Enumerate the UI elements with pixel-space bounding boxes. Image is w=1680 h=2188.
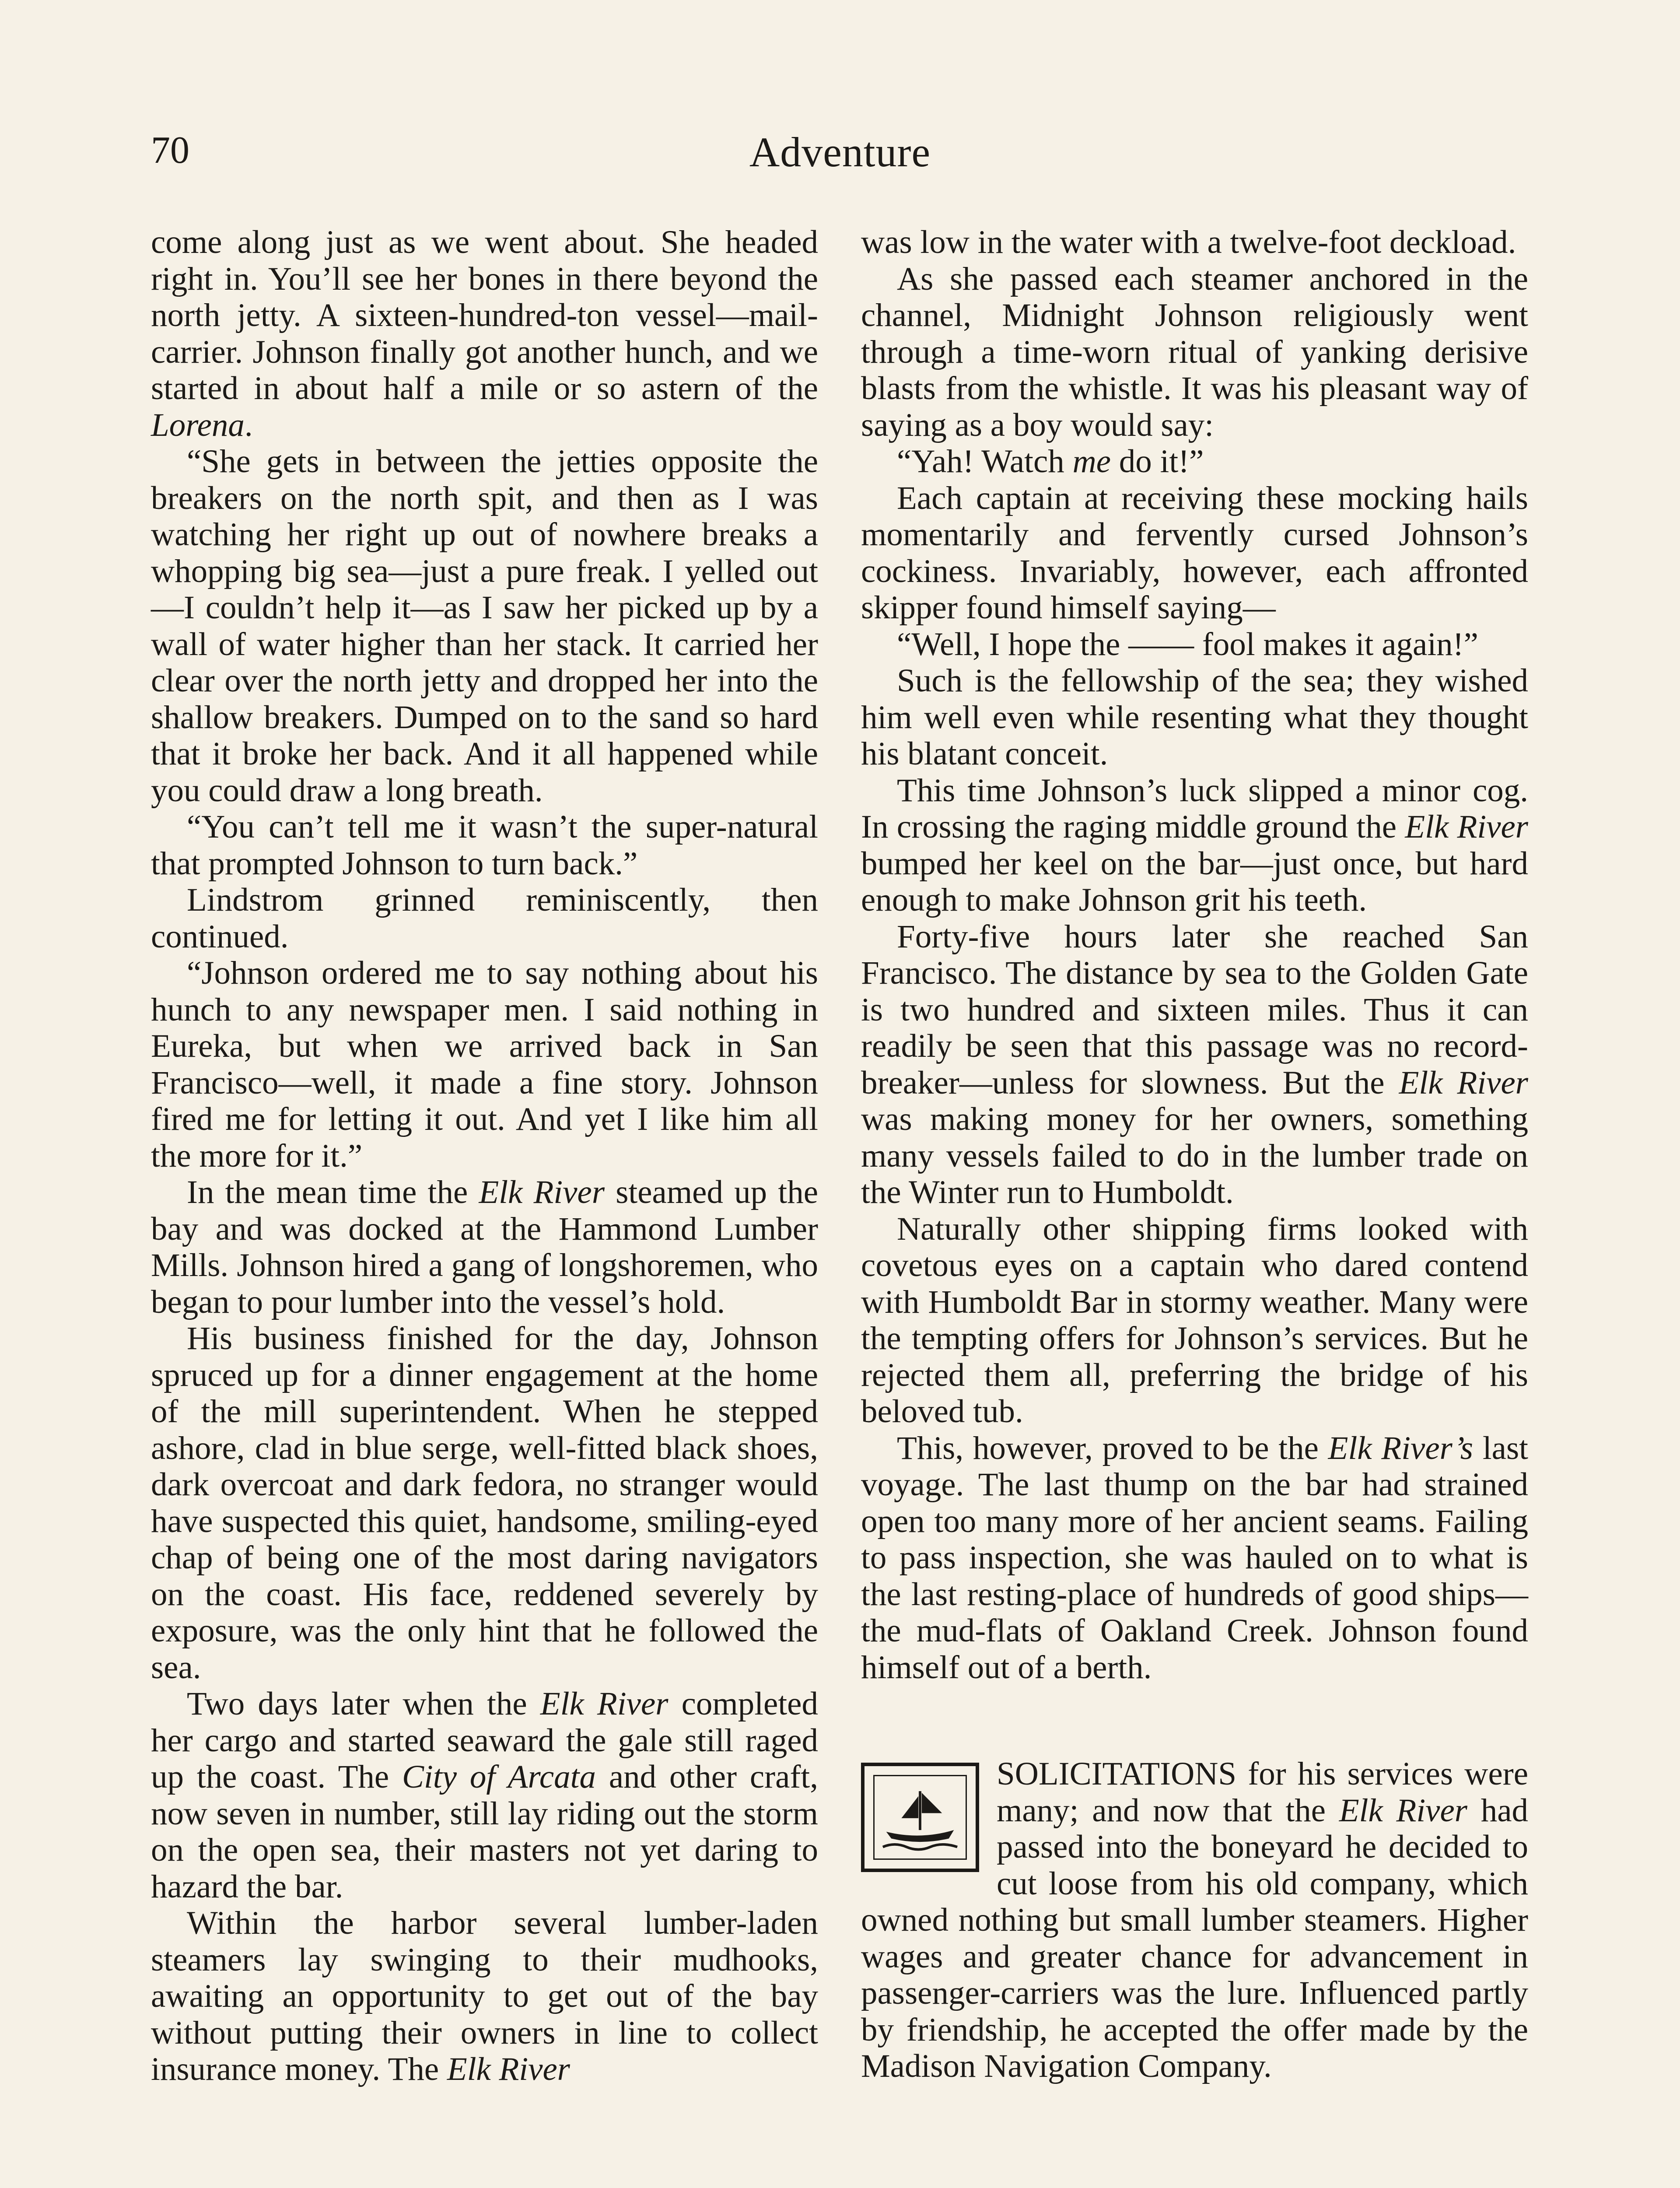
paragraph: Such is the fellowship of the sea; they wished him well even while resenting what they thought his blatant conceit.	[861, 663, 1528, 772]
page-number: 70	[151, 129, 189, 172]
paragraph: “Johnson ordered me to say nothing about his hunch to any newspaper men. I said nothing in Eureka, but when we arrived back in San Francisco—well, it made a fine story. Johnson fired me for letting it out. And yet I like him all the more for it.”	[151, 955, 818, 1174]
left-column	[151, 224, 818, 2088]
section-break-paragraph: SOLICITATIONS for his services were many; and now that the Elk River had passed into the boneyard he decided to cut loose from his old company, which owned nothing but small lumber steamers. Higher wages and greater chance for advancement in passenger-carriers was the lure. Influenced partly by friendship, he accepted the offer made by the Madison Navigation Company.	[861, 1756, 1528, 2084]
ship-vignette-icon	[861, 1763, 979, 1872]
paragraph: Lindstrom grinned reminiscently, then continued.	[151, 882, 818, 955]
paragraph: Naturally other shipping firms looked with covetous eyes on a captain who dared contend with Humboldt Bar in stormy weather. Many were the tempting offers for Johnson’s services. But he rejected them all, preferring the bridge of his beloved tub.	[861, 1210, 1528, 1430]
right-column-paragraphs	[861, 224, 1528, 1686]
right-column	[861, 224, 1528, 2085]
paragraph: Forty-five hours later she reached San Francisco. The distance by sea to the Golden Gate is two hundred and sixteen miles. Thus it can readily be seen that this passage was no record-breaker—unless for slowness. But the Elk River was making money for her owners, something many vessels failed to do in the lumber trade on the Winter run to Humboldt.	[861, 918, 1528, 1210]
paragraph: “You can’t tell me it wasn’t the super-natural that prompted Johnson to turn back.”	[151, 809, 818, 882]
paragraph: come along just as we went about. She headed right in. You’ll see her bones in there beyond the north jetty. A sixteen-hundred-ton vessel—mail-carrier. Johnson finally got another hunch, and we started in about half a mile or so astern of the Lorena.	[151, 224, 818, 443]
paragraph: “Yah! Watch me do it!”	[897, 443, 1204, 480]
paragraph: Each captain at receiving these mocking hails momentarily and fervently cursed Johnson’s cockiness. Invariably, however, each affronted skipper found himself saying—	[861, 480, 1528, 626]
paragraph: His business finished for the day, Johnson spruced up for a dinner engagement at the home of the mill superintendent. When he stepped ashore, clad in blue serge, well-fitted black shoes, dark overcoat and dark fedora, no stranger would have suspected this quiet, handsome, smiling-eyed chap of being one of the most daring navigators on the coast. His face, reddened severely by exposure, was the only hint that he followed the sea.	[151, 1320, 818, 1686]
section-break	[861, 1756, 1528, 2085]
paragraph: was low in the water with a twelve-foot deckload.	[861, 224, 1516, 260]
paragraph: This time Johnson’s luck slipped a minor cog. In crossing the raging middle ground the Elk River bumped her keel on the bar—just once, but hard enough to make Johnson grit his teeth.	[861, 772, 1528, 918]
paragraph: In the mean time the Elk River steamed up the bay and was docked at the Hammond Lumber Mills. Johnson hired a gang of longshoremen, who began to pour lumber into the vessel’s hold.	[151, 1174, 818, 1320]
paragraph: “She gets in between the jetties opposite the breakers on the north spit, and then as I was watching her right up out of nowhere breaks a whopping big sea—just a pure freak. I yelled out—I couldn’t help it—as I saw her picked up by a wall of water higher than her stack. It carried her clear over the north jetty and dropped her into the shallow breakers. Dumped on to the sand so hard that it broke her back. And it all happened while you could draw a long breath.	[151, 443, 818, 809]
paragraph: As she passed each steamer anchored in the channel, Midnight Johnson religiously went through a time-worn ritual of yanking derisive blasts from the whistle. It was his pleasant way of saying as a boy would say:	[861, 260, 1528, 443]
paragraph: Two days later when the Elk River completed her cargo and started seaward the gale still raged up the coast. The City of Arcata and other craft, now seven in number, still lay riding out the storm on the open sea, their masters not yet daring to hazard the bar.	[151, 1686, 818, 1905]
paragraph: Within the harbor several lumber-laden steamers lay swinging to their mudhooks, awaiting an opportunity to get out of the bay without putting their owners in line to collect insurance money. The Elk River	[151, 1905, 818, 2087]
paragraph: This, however, proved to be the Elk River’s last voyage. The last thump on the bar had strained open too many more of her ancient seams. Failing to pass inspection, she was hauled on to what is the last resting-place of hundreds of good ships—the mud-flats of Oakland Creek. Johnson found himself out of a berth.	[861, 1430, 1528, 1686]
paragraph: “Well, I hope the —— fool makes it again!”	[897, 626, 1478, 663]
running-head: Adventure	[749, 129, 931, 175]
